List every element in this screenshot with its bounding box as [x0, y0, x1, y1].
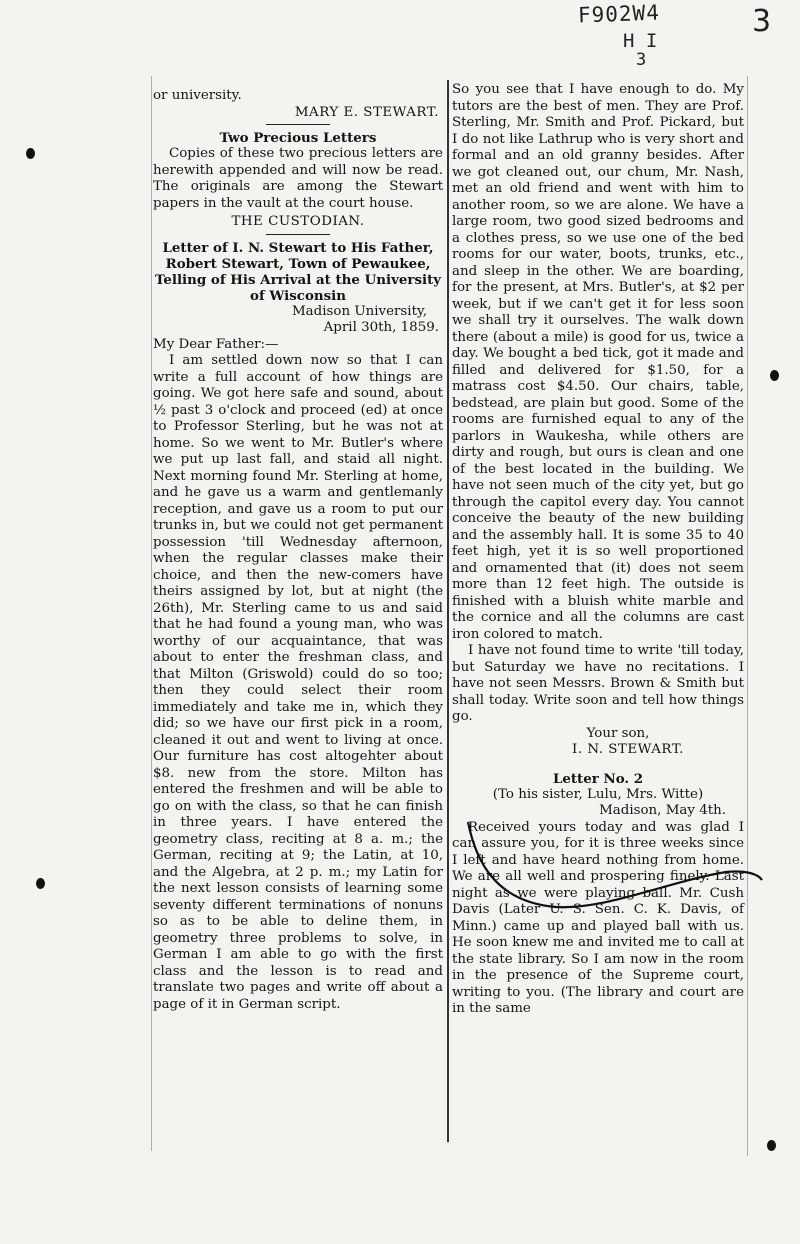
- left-column: [153, 88, 443, 1013]
- section-title: Two Precious Letters: [219, 130, 377, 146]
- author-signature: MARY E. STEWART.: [294, 104, 439, 120]
- closing-paragraph: I have not found time to write 'till today, but Saturday we have no recitations. I have not seen Messrs. Brown & Smith but shall today. Write soon and tell how things go.: [452, 643, 744, 724]
- letter2-title: Letter No. 2: [552, 770, 644, 787]
- continued-line: or university.: [153, 88, 242, 103]
- column-divider: [447, 80, 449, 1142]
- letter-body: I am settled down now so that I can write a full account of how things are going. We got here safe and sound, about ½ past 3 o'clock and proceed (ed) at once to Professor Sterling, but he was not at home. So we went to Mr. Butler's where we put up last fall, and staid all night. Next morning found Mr. Sterling at home, and he gave us a warm and gentlemanly reception, and gave us a room to put our trunks in, but we could not get permanent possession 'till Wednesday afternoon, when the regular classes make their choice, and then the new-comers have theirs assigned by lot, but at night (the 26th), Mr. Sterling came to us and said that he had found a young man, who was worthy of our acquaintance, that was about to enter the freshman class, and that Milton (Griswold) could do so too; then they could select their room immediately and take me in, which they did; so we have our first pick in a room, cleaned it out and went to living at once. Our furniture has cost altogehter about $8. new from the store. Milton has entered the freshmen and will be able to go on with the class, so that he can finish in three years. I have entered the geometry class, reciting at 8 a. m.; the German, reciting at 9; the Latin, at 10, and the Algebra, at 2 p. m.; my Latin for the next lesson consists of learning some seventy different terminations of nonuns so as to be able to deline them, in geometry three problems to solve, in German I am able to go with the first class and the lesson is to read and translate two pages and write off about a page of it in German script.: [153, 353, 443, 1012]
- column-edge-left: [151, 76, 152, 1151]
- dateline-place: Madison University,: [291, 303, 427, 319]
- binder-hole: [770, 370, 779, 381]
- letter2-dateline: Madison, May 4th.: [599, 803, 726, 818]
- pen-mark: [466, 822, 766, 932]
- dateline-date: April 30th, 1859.: [323, 320, 439, 335]
- catalog-code-line2: H I: [623, 30, 658, 52]
- column-edge-right: [747, 76, 748, 1156]
- catalog-code-line3: 3: [636, 50, 647, 70]
- letter2-addressee: (To his sister, Lulu, Mrs. Witte): [492, 786, 704, 802]
- binder-hole: [36, 878, 45, 889]
- divider: [266, 234, 330, 235]
- salutation: My Dear Father:—: [153, 336, 279, 352]
- binder-hole: [26, 148, 35, 159]
- custodian-signature: THE CUSTODIAN.: [231, 214, 365, 229]
- divider: [266, 124, 330, 125]
- closing: Your son,: [586, 725, 650, 741]
- letter2-body: Received yours today and was glad I can assure you, for it is three weeks since I left and have heard nothing from home. We are all well and prospering finely. Last night as we were playing ball. Mr. Cush Davis (Later U. S. Sen. C. K. Davis, of Minn.) came up and played ball with us. He soon knew me and invited me to call at the state library. So I am now in the room in the presence of the Supreme court, writing to you. (The library and court are in the same: [452, 819, 744, 1016]
- signature: I. N. STEWART.: [572, 742, 684, 757]
- letter-heading: Letter of I. N. Stewart to His Father, Robert Stewart, Town of Pewaukee, Telling of His Arrival at the University of Wisconsin: [154, 239, 442, 304]
- catalog-code: F902W4: [577, 0, 661, 28]
- section-body: Copies of these two precious letters are herewith appended and will now be read. The originals are among the Stewart papers in the vault at the court house.: [153, 146, 443, 211]
- letter-body-continued: So you see that I have enough to do. My tutors are the best of men. They are Prof. Sterling, Mr. Smith and Prof. Pickard, but I do not like Lathrup who is very short and formal and an old granny besides. After we got cleaned out, our chum, Mr. Nash, met an old friend and went with him to another room, so we are alone. We have a large room, two good sized bedrooms and a clothes press, so we use one of the bed rooms for our water, boots, trunks, etc., and sleep in the other. We are boarding, for the present, at Mrs. Butler's, at $2 per week, but if we can't get it for less soon we shall try it ourselves. The walk down there (about a mile) is good for us, twice a day. We bought a bed tick, got it made and filled and delivered for $1.50, for a matrass cost $4.50. Our chairs, table, bedstead, are plain but good. Some of the rooms are furnished equal to any of the parlors in Waukesha, while others are dirty and rough, but ours is clean and one of the best located in the building. We have not seen much of the city yet, but go through the capitol every day. You cannot conceive the beauty of the new building and the assembly hall. It is some 35 to 40 feet high, yet it is so well proportioned and ornamented that (it) does not seem more than 12 feet high. The outside is finished with a bluish white marble and the cornice and all the columns are cast iron colored to match.: [452, 82, 744, 642]
- page-number: 3: [752, 4, 772, 39]
- binder-hole: [767, 1140, 776, 1151]
